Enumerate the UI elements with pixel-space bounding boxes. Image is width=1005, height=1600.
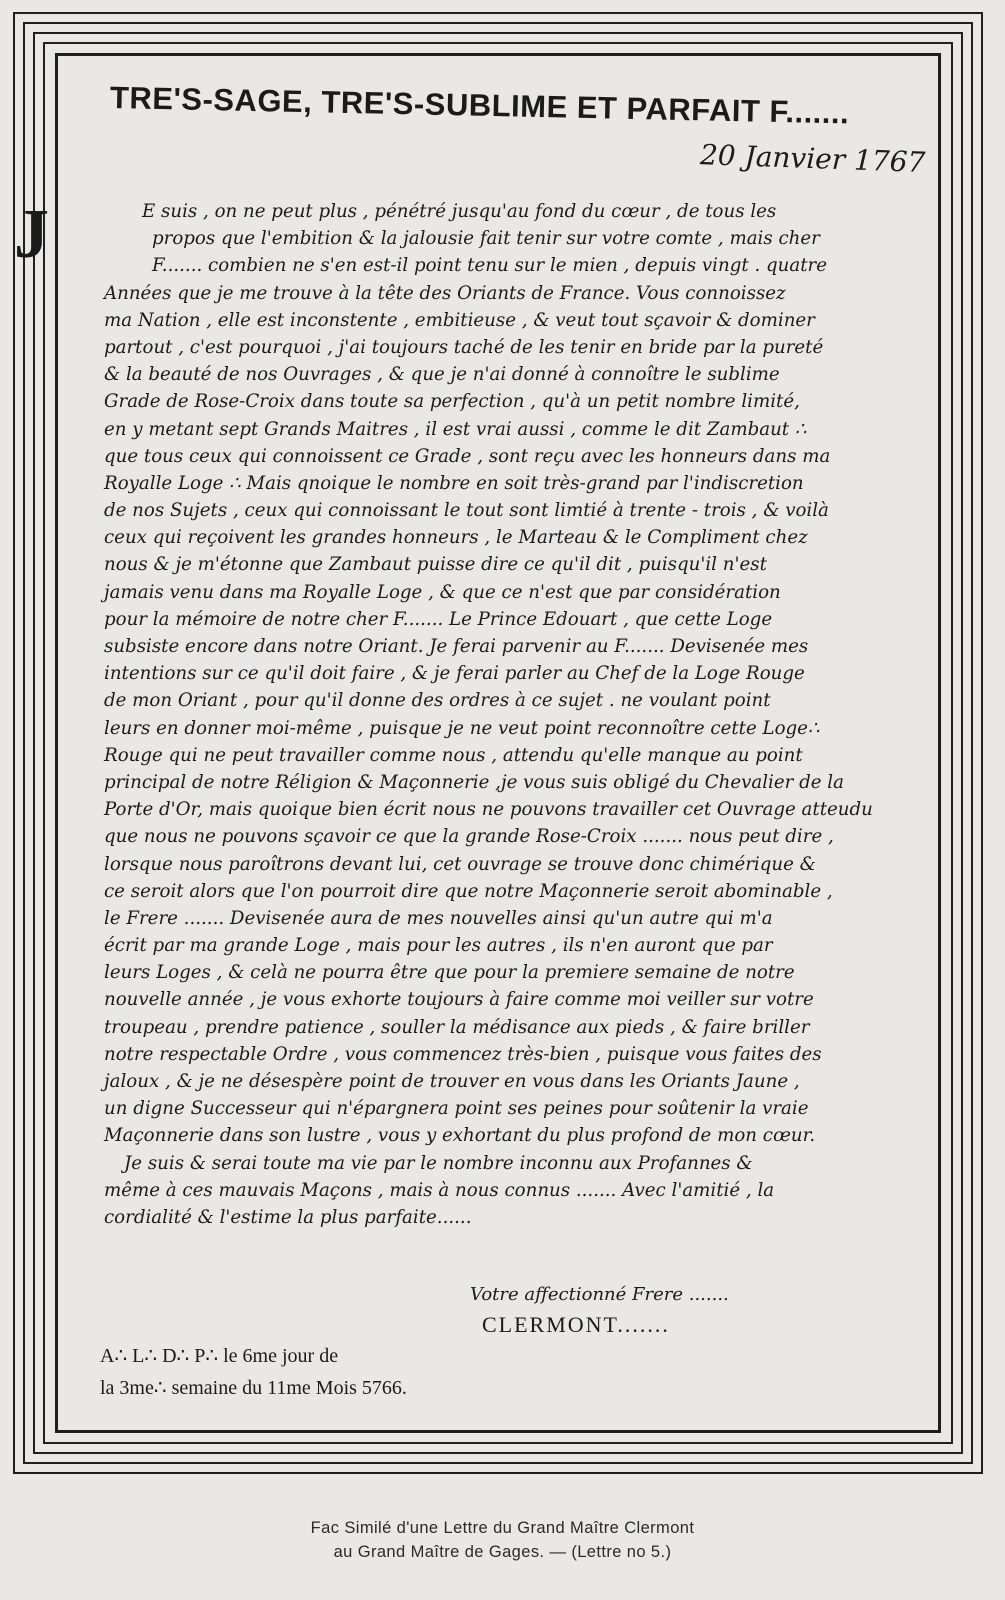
letter-line: principal de notre Réligion & Maçonnerie ,je vous suis obligé du Chevalier de la [104, 771, 844, 793]
letter-line: lorsque nous paroîtrons devant lui, cet ouvrage se trouve donc chimérique & [104, 853, 816, 875]
letter-line: que tous ceux qui connoissent ce Grade , sont reçu avec les honneurs dans ma [104, 445, 831, 467]
letter-line: ma Nation , elle est inconstente , embitieuse , & veut tout sçavoir & dominer [104, 309, 815, 331]
letter-line: partout , c'est pourquoi , j'ai toujours taché de les tenir en bride par la pureté [104, 336, 824, 358]
letter-line: leurs Loges , & celà ne pourra être que pour la premiere semaine de notre [104, 962, 795, 984]
caption-line-1: Fac Similé d'une Lettre du Grand Maître Clermont [310, 1519, 695, 1537]
letter-line: ce seroit alors que l'on pourroit dire que notre Maçonnerie seroit abominable , [104, 880, 833, 902]
letter-line: écrit par ma grande Loge , mais pour les autres , ils n'en auront que par [104, 935, 773, 957]
letter-line: de mon Oriant , pour qu'il donne des ordres à ce sujet . ne voulant point [104, 690, 771, 712]
letter-line: notre respectable Ordre , vous commencez très-bien , puisque vous faites des [104, 1043, 822, 1065]
signature: CLERMONT....... [482, 1312, 670, 1337]
letter-line: Rouge qui ne peut travailler comme nous , attendu qu'elle manque au point [104, 744, 803, 766]
letter-line: ceux qui reçoivent les grandes honneurs , le Marteau & le Compliment chez [104, 527, 808, 549]
letter-line: nouvelle année , je vous exhorte toujours à faire comme moi veiller sur votre [104, 989, 814, 1011]
letter-line: jamais venu dans ma Royalle Loge , & que ce n'est que par considération [104, 581, 781, 603]
letter-line: que nous ne pouvons sçavoir ce que la grande Rose-Croix ....... nous peut dire , [104, 826, 834, 848]
letter-line: pour la mémoire de notre cher F....... Le Prince Edouart , que cette Loge [104, 608, 773, 630]
closing-salutation: Votre affectionné Frere ....... [470, 1284, 729, 1305]
letter-body [104, 198, 904, 1231]
letter-line: nous & je m'étonne que Zambaut puisse dire ce qu'il dit , puisqu'il n'est [104, 554, 767, 576]
letter-line: Je suis & serai toute ma vie par le nombre inconnu aux Profannes & [124, 1152, 753, 1174]
dateline-line-1: A∴ L∴ D∴ P∴ le 6me jour de [100, 1345, 339, 1367]
letter-line: F....... combien ne s'en est-il point tenu sur le mien , depuis vingt . quatre [152, 255, 827, 277]
caption-line-2: au Grand Maître de Gages. — (Lettre no 5.) [333, 1543, 672, 1561]
letter-line: Années que je me trouve à la tête des Oriants de France. Vous connoissez [104, 282, 786, 304]
letter-line: de nos Sujets , ceux qui connoissant le tout sont limtié à trente - trois , & voilà [104, 500, 829, 522]
letter-line: cordialité & l'estime la plus parfaite...... [104, 1206, 472, 1228]
letter-line: Grade de Rose-Croix dans toute sa perfection , qu'à un petit nombre limité, [104, 391, 800, 413]
letter-line: subsiste encore dans notre Oriant. Je ferai parvenir au F....... Devisenée mes [104, 636, 809, 657]
handwritten-date: 20 Janvier 1767 [699, 138, 926, 180]
drop-capital: J [14, 196, 49, 273]
letter-line: E suis , on ne peut plus , pénétré jusqu'au fond du cœur , de tous les [142, 201, 777, 222]
letter-line: même à ces mauvais Maçons , mais à nous connus ....... Avec l'amitié , la [104, 1179, 775, 1201]
letter-heading: TRE'S-SAGE, TRE'S-SUBLIME ET PARFAIT F....... [109, 80, 850, 131]
letter-line: Porte d'Or, mais quoique bien écrit nous ne pouvons travailler cet Ouvrage atteudu [104, 799, 873, 821]
masonic-dateline [100, 1340, 580, 1404]
letter-line: le Frere ....... Devisenée aura de mes nouvelles ainsi qu'un autre qui m'a [104, 907, 773, 929]
letter-line: leurs en donner moi-même , puisque je ne veut point reconnoître cette Loge∴ [104, 717, 820, 739]
letter-line: propos que l'embition & la jalousie fait tenir sur votre comte , mais cher [152, 228, 820, 250]
letter-line: un digne Successeur qui n'épargnera point ses peines pour soûtenir la vraie [104, 1098, 809, 1120]
letter-line: jaloux , & je ne désespère point de trouver en vous dans les Oriants Jaune , [104, 1071, 800, 1092]
letter-line: troupeau , prendre patience , souller la médisance aux pieds , & faire briller [104, 1016, 810, 1038]
letter-line: Royalle Loge ∴ Mais qnoique le nombre en soit très-grand par l'indiscretion [104, 472, 804, 494]
dateline-line-2: la 3me∴ semaine du 11me Mois 5766. [100, 1377, 407, 1399]
letter-line: en y metant sept Grands Maitres , il est vrai aussi , comme le dit Zambaut ∴ [104, 418, 807, 440]
letter-line: intentions sur ce qu'il doit faire , & je ferai parler au Chef de la Loge Rouge [104, 663, 805, 685]
letter-line: & la beauté de nos Ouvrages , & que je n'ai donné à connoître le sublime [104, 364, 780, 386]
figure-caption [0, 1516, 1005, 1564]
letter-line: Maçonnerie dans son lustre , vous y exhortant du plus profond de mon cœur. [104, 1125, 816, 1147]
